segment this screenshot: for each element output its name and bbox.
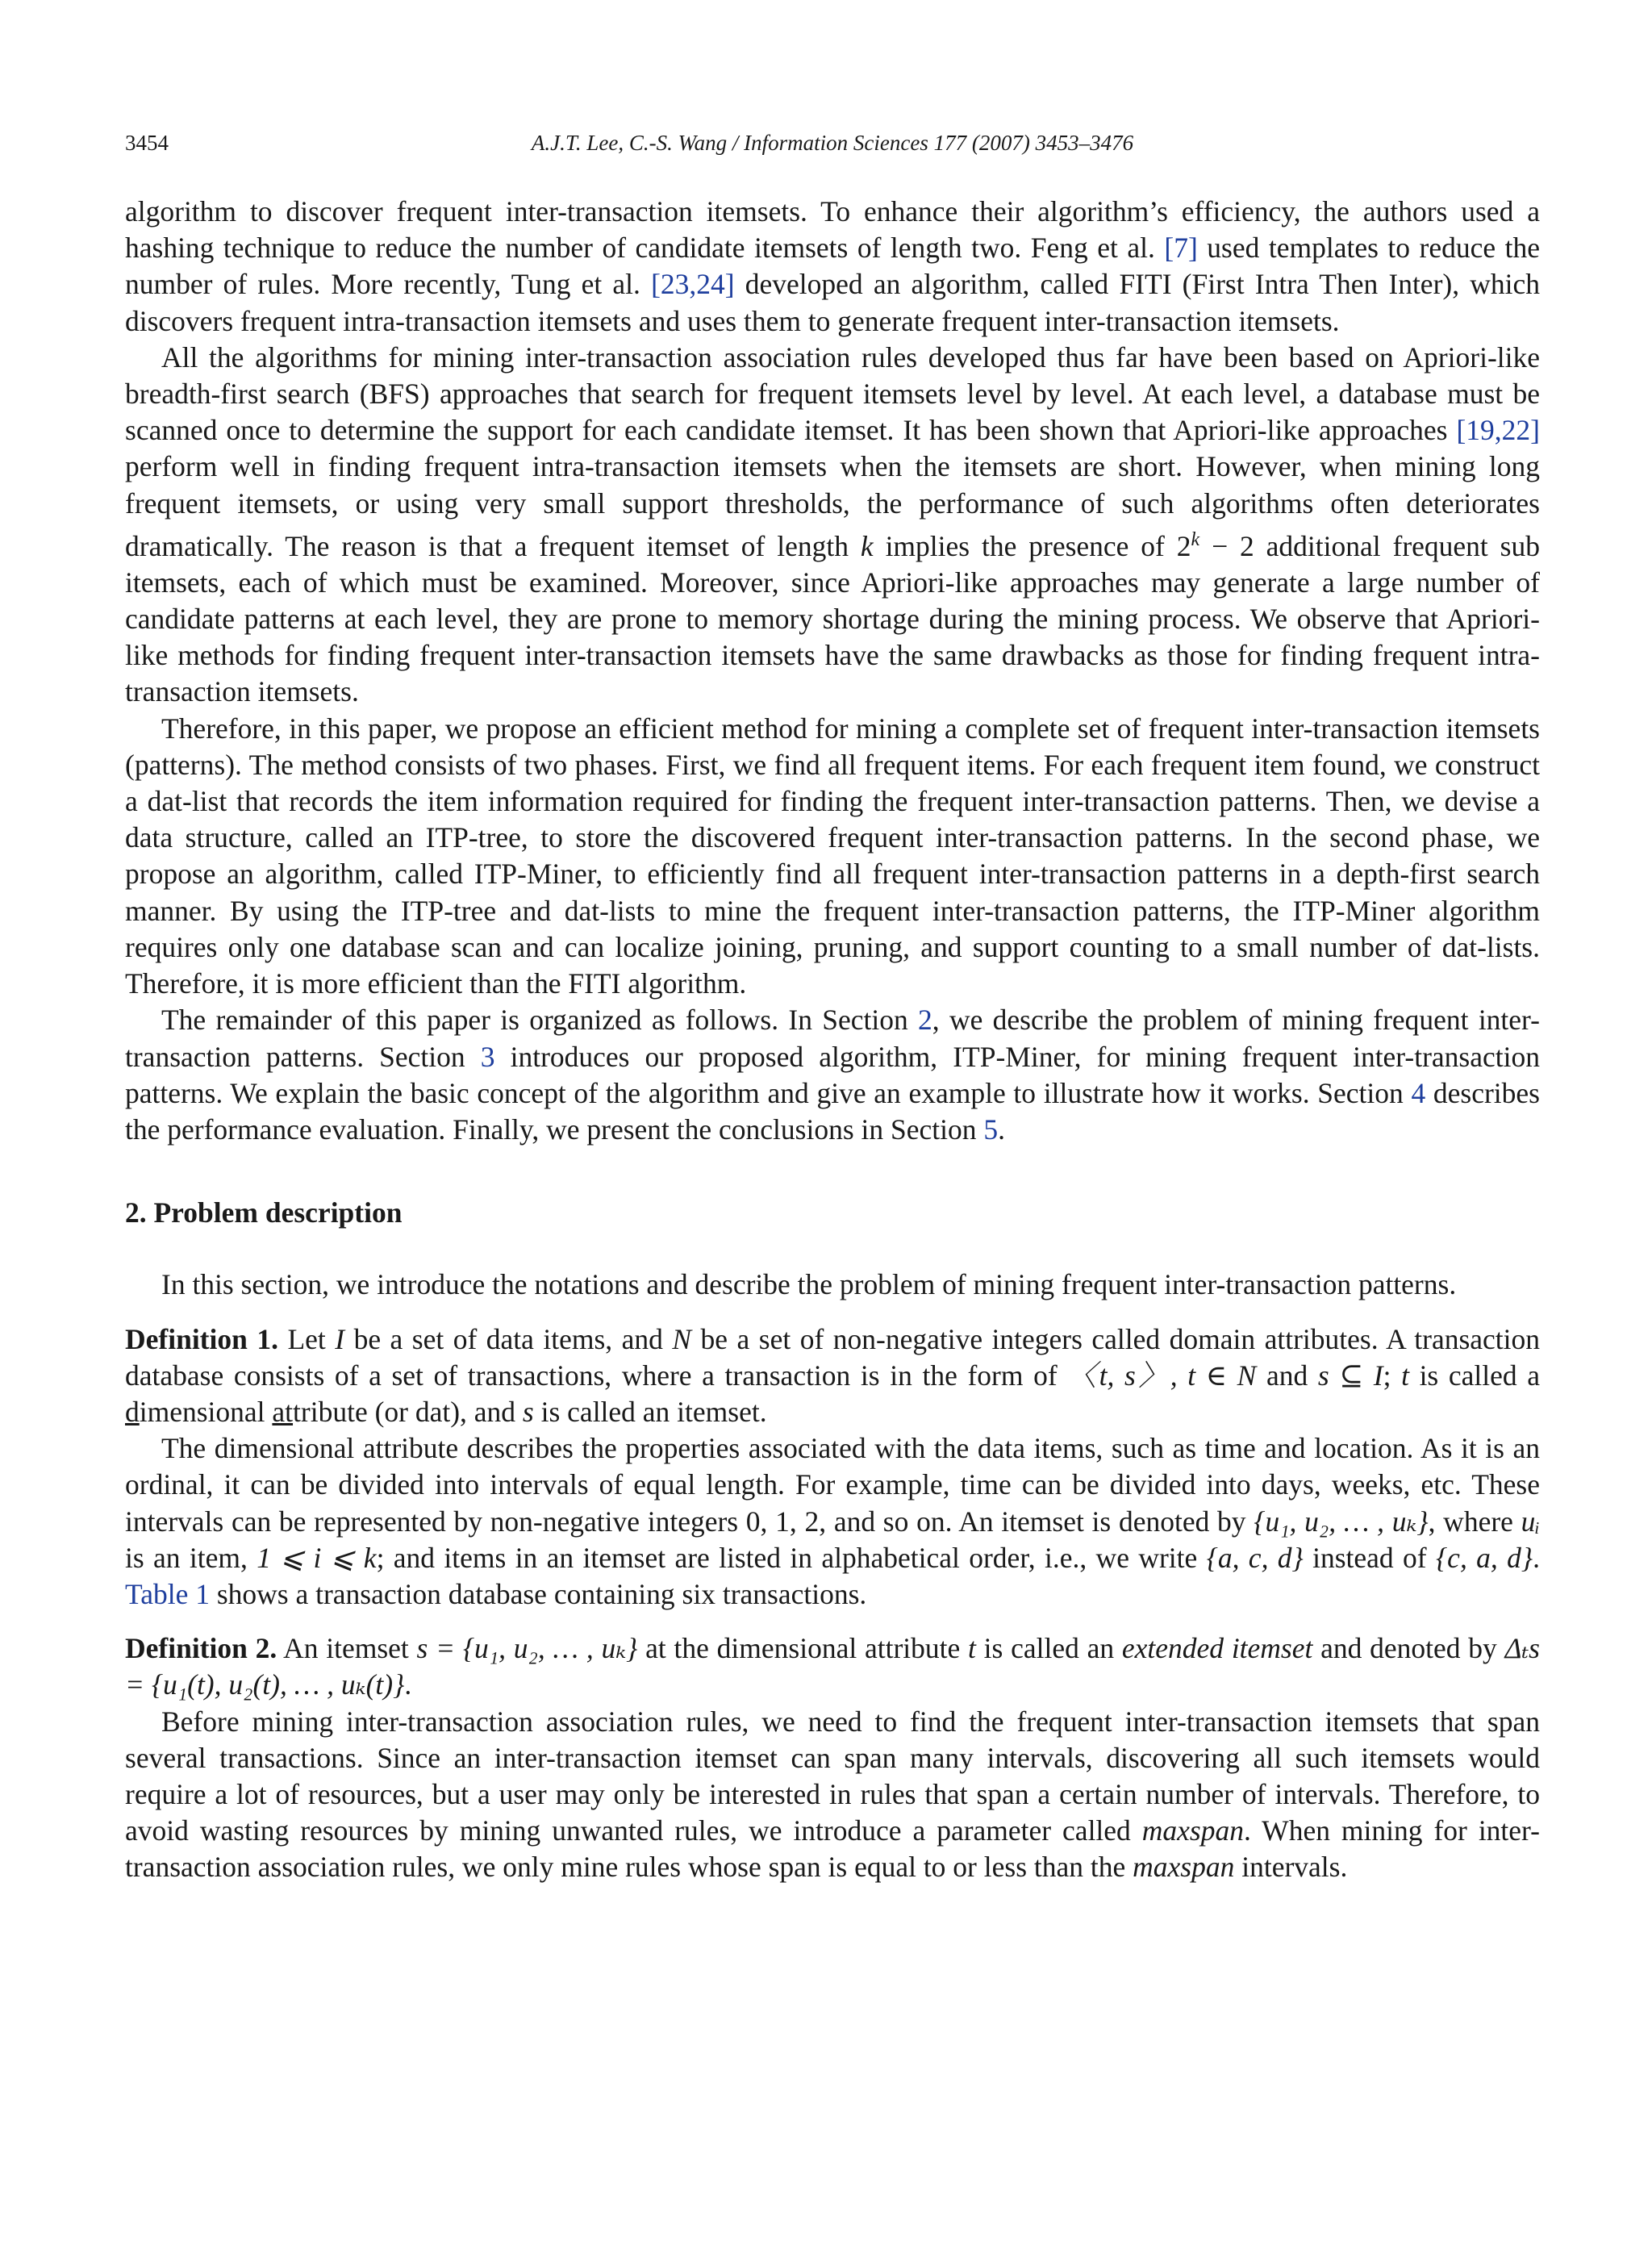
citation-link-23-24[interactable]: [23,24]: [651, 268, 735, 301]
section-heading: 2. Problem description: [125, 1196, 403, 1229]
paragraph-dimensional-attribute: The dimensional attribute describes the properties associated with the data items, such as time and location. As it is an ordinal, it can be divided into intervals of equal length. For example, time can be divided into days, weeks, etc. These intervals can be represented by non-negative integers 0, 1, 2, and so on. An itemset is denoted by {u₁, u₂, … , uₖ}, where uᵢ is an item, 1 ⩽ i ⩽ k; and items in an itemset are listed in alphabetical order, i.e., we write {a, c, d} instead of {c, a, d}. Table 1 shows a transaction database containing six transactions.: [125, 1432, 1540, 1610]
section-link-3[interactable]: 3: [480, 1040, 495, 1073]
section-link-4[interactable]: 4: [1411, 1076, 1426, 1109]
math-expression: Δₜs = {u₁(t), u₂(t), … , uₖ(t)}: [125, 1632, 1540, 1701]
section-link-5[interactable]: 5: [983, 1112, 999, 1146]
paragraph-intro-continued: algorithm to discover frequent inter-transaction itemsets. To enhance their algorithm’s efficiency, the authors used a hashing technique to reduce the number of candidate itemsets of length two. Feng et al. [7] used templates to reduce the number of rules. More recently, Tung et al. [23,24] developed an algorithm, called FITI (First Intra Then Inter), which discovers frequent intra-transaction itemsets and uses them to generate frequent inter-transaction itemsets.: [125, 195, 1540, 337]
definition-1: Definition 1. Let I be a set of data items, and N be a set of non-negative integers called domain attributes. A transaction database consists of a set of transactions, where a transaction is in the form of 〈t, s〉, t ∈ N and s ⊆ I; t is called a dimensional attribute (or dat), and s is called an itemset.: [125, 1322, 1541, 1428]
citation-link-7[interactable]: [7]: [1164, 232, 1198, 265]
paragraph-organization: The remainder of this paper is organized as follows. In Section 2, we describe the problem of mining frequent inter-transaction patterns. Section 3 introduces our proposed algorithm, ITP-Miner, for mining frequent inter-transaction patterns. We explain the basic concept of the algorithm and give an example to illustrate how it works. Section 4 describes the performance evaluation. Finally, we present the conclusions in Section 5.: [125, 1004, 1540, 1146]
math-expression: s = {u₁, u₂, … , uₖ}: [416, 1632, 638, 1665]
paragraph-apriori: All the algorithms for mining inter-transaction association rules developed thus far have been based on Apriori-like breadth-first search (BFS) approaches that search for frequent itemsets level by level. At each level, a database must be scanned once to determine the support for each candidate itemset. It has been shown that Apriori-like approaches [19,22] perform well in finding frequent intra-transaction itemsets when the itemsets are short. However, when mining long frequent itemsets, or using very small support thresholds, the performance of such algorithms often deteriorates dramatically. The reason is that a frequent itemset of length k implies the presence of $2^k - 2$ additional frequent sub itemsets, each of which must be examined. Moreover, since Apriori-like approaches may generate a large number of candidate patterns at each level, they are prone to memory shortage during the mining process. We observe that Apriori-like methods for finding frequent inter-transaction itemsets have the same drawbacks as those for finding frequent intra-transaction itemsets.: [125, 340, 1540, 708]
math-expression: 〈t, s〉, t ∈ N: [1067, 1359, 1257, 1392]
page-header: [125, 131, 1540, 163]
page-number: 3454: [125, 131, 169, 155]
definition-2: Definition 2. An itemset s = {u₁, u₂, … , uₖ} at the dimensional attribute t is called an extended itemset and denoted by Δₜs = {u₁(t), u₂(t), … , uₖ(t)}.: [125, 1632, 1540, 1701]
term-extended-itemset: extended itemset: [1121, 1632, 1313, 1665]
table-link-1[interactable]: Table 1: [125, 1577, 210, 1610]
term-maxspan: maxspan: [1141, 1814, 1244, 1847]
definition-label: Definition 1.: [125, 1322, 278, 1355]
citation-link-19-22[interactable]: [19,22]: [1456, 414, 1540, 447]
paragraph-maxspan: Before mining inter-transaction association rules, we need to find the frequent inter-transaction itemsets that span several transactions. Since an inter-transaction itemset can span many intervals, discovering all such itemsets would require a lot of resources, but a user may only be interested in rules that span a certain number of intervals. Therefore, to avoid wasting resources by mining unwanted rules, we introduce a parameter called maxspan. When mining for inter-transaction association rules, we only mine rules whose span is equal to or less than the maxspan intervals.: [125, 1705, 1540, 1884]
article-body: [125, 194, 1540, 1886]
paragraph-section-intro: In this section, we introduce the notations and describe the problem of mining frequent inter-transaction patterns.: [161, 1268, 1457, 1301]
math-expression: {u₁, u₂, … , uₖ}: [1254, 1505, 1429, 1538]
term-maxspan: maxspan: [1133, 1851, 1235, 1884]
paragraph-proposal: Therefore, in this paper, we propose an efficient method for mining a complete set of frequent inter-transaction itemsets (patterns). The method consists of two phases. First, we find all frequent items. For each frequent item found, we construct a dat-list that records the item information required for finding the frequent inter-transaction patterns. Then, we devise a data structure, called an ITP-tree, to store the discovered frequent inter-transaction patterns. In the second phase, we propose an algorithm, called ITP-Miner, to efficiently find all frequent inter-transaction patterns in a depth-first search manner. By using the ITP-tree and dat-lists to mine the frequent inter-transaction patterns, the ITP-Miner algorithm requires only one database scan and can localize joining, pruning, and support counting to a small number of dat-lists. Therefore, it is more efficient than the FITI algorithm.: [125, 712, 1540, 1000]
section-link-2[interactable]: 2: [918, 1004, 932, 1037]
math-expression: s ⊆ I: [1317, 1359, 1383, 1392]
definition-label: Definition 2.: [125, 1632, 277, 1665]
running-head: A.J.T. Lee, C.-S. Wang / Information Sciences 177 (2007) 3453–3476: [531, 131, 1134, 155]
